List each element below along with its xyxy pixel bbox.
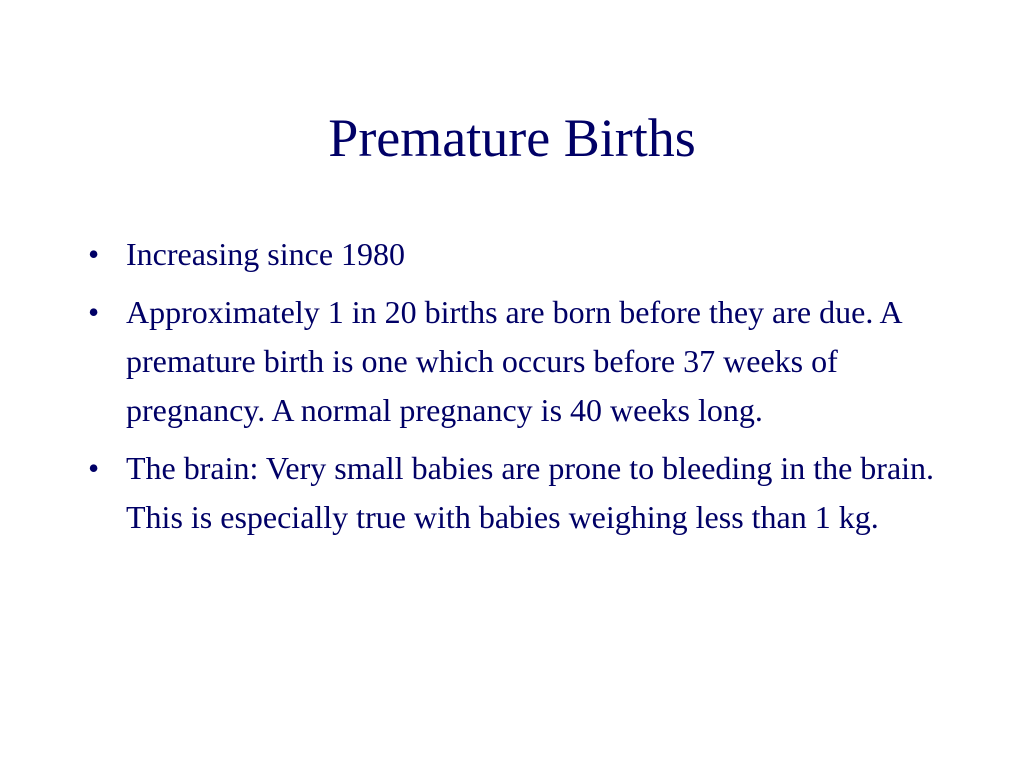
bullet-text: Increasing since 1980 — [126, 236, 406, 272]
bullet-item — [78, 444, 958, 542]
bullet-list — [78, 230, 958, 551]
bullet-icon: • — [88, 450, 100, 486]
bullet-text: The brain: Very small babies are prone to bleeding in the brain. This is especially true with babies weighing less than 1 kg. — [126, 450, 935, 535]
bullet-icon: • — [88, 236, 100, 272]
bullet-text: Approximately 1 in 20 births are born before they are due. A premature birth is one which occurs before 37 weeks of pregnancy. A normal pregnancy is 40 weeks long. — [126, 294, 901, 428]
bullet-item — [78, 288, 958, 435]
bullet-item — [78, 230, 958, 279]
slide-title: Premature Births — [328, 108, 696, 168]
bullet-icon: • — [88, 294, 100, 330]
